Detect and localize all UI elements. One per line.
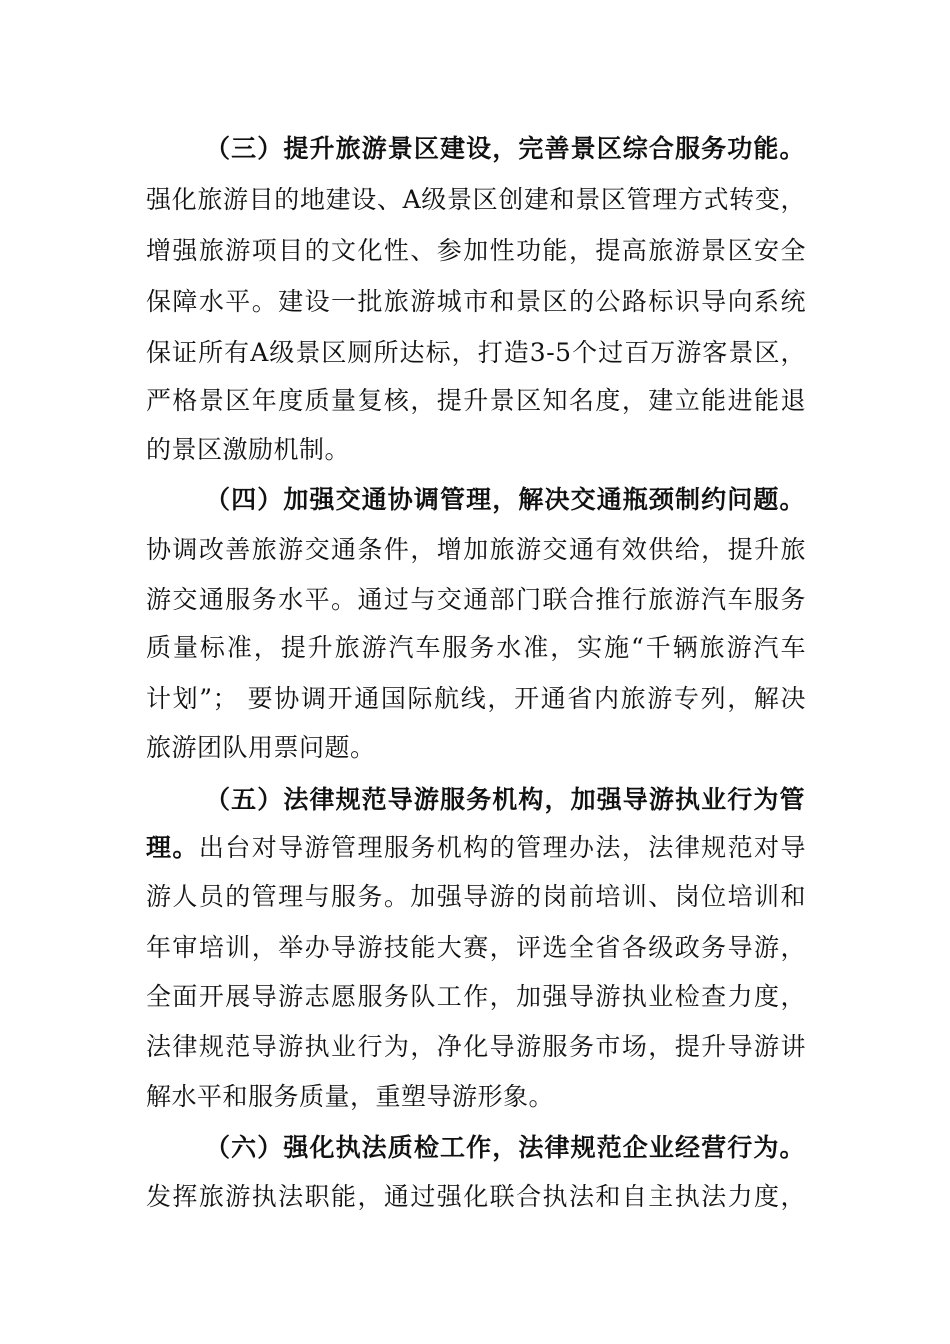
paragraph-line: 全面开展导游志愿服务队工作，加强导游执业检查力度，: [146, 982, 806, 1011]
paragraph-line: 年审培训，举办导游技能大赛，评选全省各级政务导游，: [146, 933, 806, 962]
paragraph-line: 保障水平。建设一批旅游城市和景区的公路标识导向系统: [146, 287, 806, 316]
heading-section-6: （六）强化执法质检工作，法律规范企业经营行为。: [205, 1133, 805, 1162]
paragraph-line: 增强旅游项目的文化性、参加性功能，提高旅游景区安全: [146, 236, 806, 265]
paragraph-line: 质量标准，提升旅游汽车服务水准，实施“千辆旅游汽车: [146, 633, 806, 662]
paragraph-line: 游交通服务水平。通过与交通部门联合推行旅游汽车服务: [146, 585, 806, 614]
paragraph-line: 法律规范导游执业行为，净化导游服务市场，提升导游讲: [146, 1032, 806, 1061]
paragraph-line: 协调改善旅游交通条件，增加旅游交通有效供给，提升旅: [146, 535, 806, 564]
paragraph-line: 计划”； 要协调开通国际航线，开通省内旅游专列，解决: [146, 684, 806, 713]
paragraph-line: 严格景区年度质量复核，提升景区知名度，建立能进能退: [146, 386, 806, 415]
paragraph-line: 的景区激励机制。: [146, 435, 351, 464]
paragraph-text: 出台对导游管理服务机构的管理办法，法律规范对导: [198, 833, 806, 862]
paragraph-line: 发挥旅游执法职能，通过强化联合执法和自主执法力度，: [146, 1182, 806, 1211]
paragraph-line: 解水平和服务质量，重塑导游形象。: [146, 1082, 555, 1111]
paragraph-line: 游人员的管理与服务。加强导游的岗前培训、岗位培训和: [146, 882, 806, 911]
paragraph-line: [146, 828, 806, 868]
paragraph-line: 保证所有A级景区厕所达标，打造3-5个过百万游客景区，: [146, 338, 806, 367]
heading-section-5: （五）法律规范导游服务机构，加强导游执业行为管: [205, 785, 805, 814]
heading-section-5-continuation: 理。: [146, 833, 199, 862]
heading-section-3: （三）提升旅游景区建设，完善景区综合服务功能。: [205, 134, 805, 163]
heading-section-4: （四）加强交通协调管理，解决交通瓶颈制约问题。: [205, 485, 805, 514]
paragraph-line: 强化旅游目的地建设、A级景区创建和景区管理方式转变，: [146, 185, 806, 214]
paragraph-line: 旅游团队用票问题。: [146, 733, 376, 762]
